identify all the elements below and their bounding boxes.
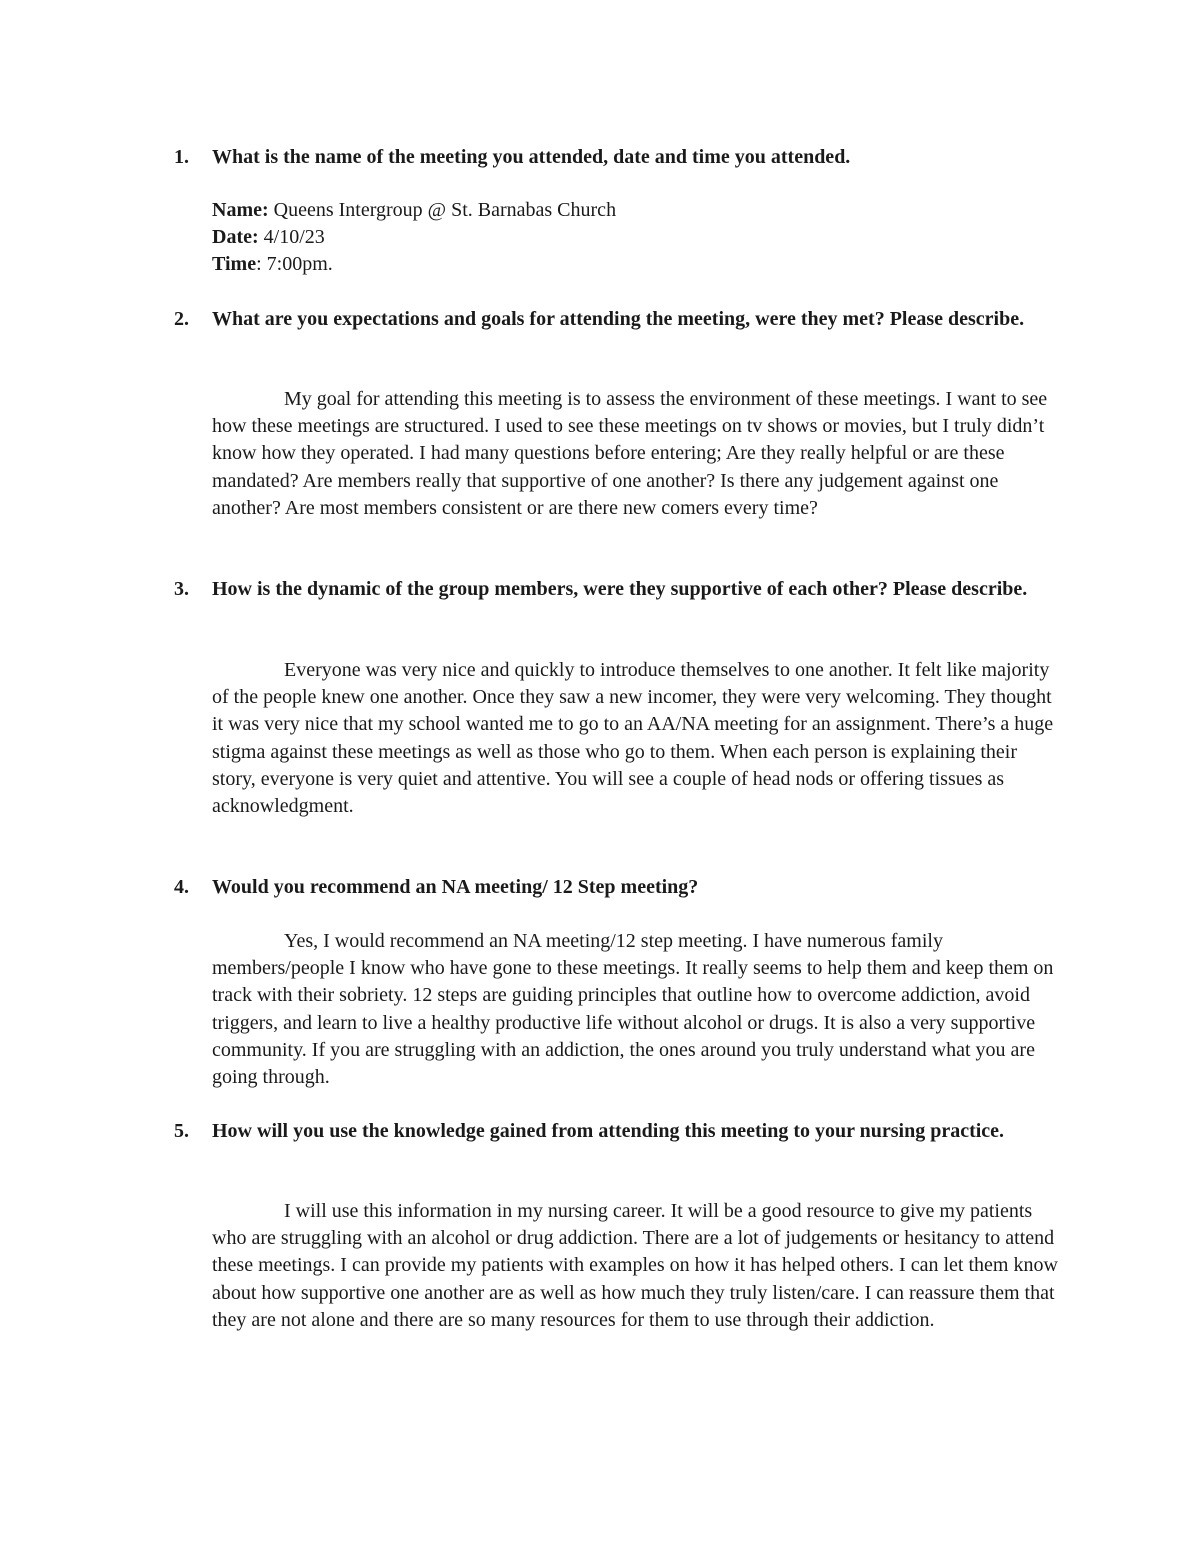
question-number: 3.	[174, 578, 189, 600]
question-text: How will you use the knowledge gained from attending this meeting to your nursing practice.	[212, 1120, 1005, 1142]
question-text: What are you expectations and goals for attending the meeting, were they met? Please describe.	[212, 308, 1025, 330]
answer-3: Everyone was very nice and quickly to introduce themselves to one another. It felt like majority of the people knew one another. Once they saw a new incomer, they were very welcoming. They thought it was very nice that my school wanted me to go to an AA/NA meeting for an assignment. There’s a huge stigma against these meetings as well as those who go to them. When each person is explaining their story, everyone is very quiet and attentive. You will see a couple of head nods or offering tissues as acknowledgment.	[212, 659, 1054, 818]
question-number: 1.	[174, 146, 189, 168]
meeting-name-value: Queens Intergroup @ St. Barnabas Church	[273, 199, 617, 221]
question-number: 5.	[174, 1120, 189, 1142]
answer-5: I will use this information in my nursing career. It will be a good resource to give my patients who are struggling with an alcohol or drug addiction. There are a lot of judgements or hesitancy to attend these meetings. I can provide my patients with examples on how it has helped others. I can let them know about how supportive one another are as well as how much they truly listen/care. I can reassure them that they are not alone and there are so many resources for them to use through their addiction.	[212, 1200, 1058, 1331]
question-text: What is the name of the meeting you attended, date and time you attended.	[212, 146, 851, 168]
meeting-date-label: Date:	[212, 226, 259, 248]
question-number: 4.	[174, 876, 189, 898]
meeting-time-label: Time	[212, 253, 257, 275]
meeting-time-value: : 7:00pm.	[256, 253, 333, 275]
answer-4: Yes, I would recommend an NA meeting/12 step meeting. I have numerous family members/people I know who have gone to these meetings. It really seems to help them and keep them on track with their sobriety. 12 steps are guiding principles that outline how to overcome addiction, avoid triggers, and learn to live a healthy productive life without alcohol or drugs. It is also a very supportive community. If you are struggling with an addiction, the ones around you truly understand what you are going through.	[212, 930, 1054, 1089]
meeting-time-line	[212, 251, 333, 278]
meeting-date-line	[212, 224, 325, 251]
meeting-date-value: 4/10/23	[263, 226, 325, 248]
question-number: 2.	[174, 308, 189, 330]
answer-2: My goal for attending this meeting is to assess the environment of these meetings. I want to see how these meetings are structured. I used to see these meetings on tv shows or movies, but I truly didn’t know how they operated. I had many questions before entering; Are they really helpful or are these mandated? Are members really that supportive of one another? Is there any judgement against one another? Are most members consistent or are there new comers every time?	[212, 388, 1048, 519]
meeting-name-label: Name:	[212, 199, 269, 221]
meeting-name-line	[212, 197, 616, 224]
question-text: Would you recommend an NA meeting/ 12 Step meeting?	[212, 876, 699, 898]
question-text: How is the dynamic of the group members, were they supportive of each other? Please describe.	[212, 578, 1028, 600]
